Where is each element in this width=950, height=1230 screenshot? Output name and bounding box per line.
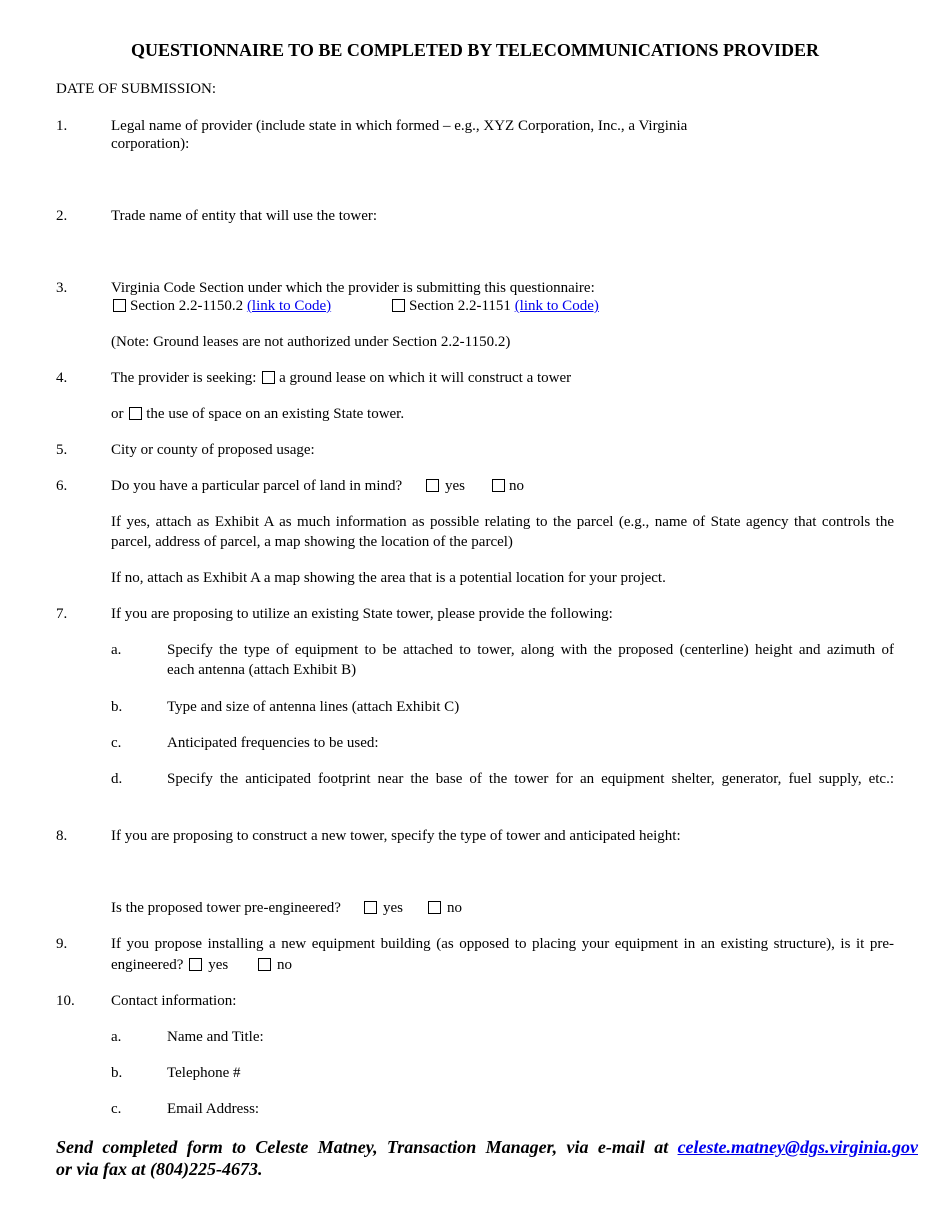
- q10-number: 10.: [56, 993, 75, 1009]
- q4-number: 4.: [56, 370, 68, 386]
- q7-number: 7.: [56, 606, 68, 622]
- q3-option-1151: [390, 296, 599, 316]
- q4-text: The provider is seeking:: [111, 370, 257, 386]
- q8-no-checkbox[interactable]: [428, 901, 441, 914]
- q10-text: Contact information:: [111, 993, 237, 1009]
- q7d-letter: d.: [111, 771, 123, 787]
- q6-number: 6.: [56, 478, 68, 494]
- q7c-letter: c.: [111, 735, 122, 751]
- q4-line2: [111, 404, 404, 424]
- q9-line2: [111, 955, 228, 975]
- q7b-text: Type and size of antenna lines (attach Exhibit C): [167, 699, 460, 715]
- q5-number: 5.: [56, 442, 68, 458]
- q7-text: If you are proposing to utilize an existing State tower, please provide the following:: [111, 606, 613, 622]
- footer-line1-text: Send completed form to Celeste Matney, Transaction Manager, via e-mail at: [56, 1137, 669, 1157]
- q9-yes-label: yes: [208, 957, 229, 973]
- q10c-letter: c.: [111, 1101, 122, 1117]
- q9-line1: If you propose installing a new equipment building (as opposed to placing your equipment in an existing structure), is it pre-: [111, 936, 894, 952]
- q2-number: 2.: [56, 208, 68, 224]
- q3-number: 3.: [56, 280, 68, 296]
- q6-text: Do you have a particular parcel of land in mind?: [111, 478, 403, 494]
- link-to-code-1151[interactable]: (link to Code): [514, 298, 599, 314]
- q6-if-no: If no, attach as Exhibit A a map showing the area that is a potential location for your project.: [111, 570, 666, 586]
- q8-no-option: [426, 898, 462, 918]
- q2-text: Trade name of entity that will use the tower:: [111, 208, 378, 224]
- q4-line1: [111, 368, 571, 388]
- existing-tower-checkbox[interactable]: [129, 407, 142, 420]
- q6-yes-label: yes: [445, 478, 465, 494]
- q9-yes-checkbox[interactable]: [189, 958, 202, 971]
- q7c-text: Anticipated frequencies to be used:: [167, 735, 379, 751]
- q7d-text: Specify the anticipated footprint near the base of the tower for an equipment shelter, generator, fuel supply, etc.:: [167, 771, 894, 787]
- q7b-letter: b.: [111, 699, 123, 715]
- q9-no-option: [256, 955, 292, 975]
- q5-text: City or county of proposed usage:: [111, 442, 315, 458]
- q9-no-label: no: [277, 957, 292, 973]
- email-address-label: Email Address:: [167, 1101, 260, 1117]
- q3-text: Virginia Code Section under which the provider is submitting this questionnaire:: [111, 280, 595, 296]
- q1-number: 1.: [56, 118, 68, 134]
- existing-tower-label: the use of space on an existing State tower.: [146, 406, 405, 422]
- q6-no-label: no: [509, 478, 524, 494]
- q6-no-checkbox[interactable]: [492, 479, 505, 492]
- page-title: QUESTIONNAIRE TO BE COMPLETED BY TELECOMMUNICATIONS PROVIDER: [130, 40, 820, 60]
- q7a-letter: a.: [111, 642, 122, 658]
- q8-text: If you are proposing to construct a new tower, specify the type of tower and anticipated height:: [111, 828, 681, 844]
- footer-line1: [56, 1136, 918, 1158]
- ground-lease-label: a ground lease on which it will construct a tower: [279, 370, 572, 386]
- q6-yes-checkbox[interactable]: [426, 479, 439, 492]
- link-to-code-1150-2[interactable]: (link to Code): [246, 298, 332, 314]
- q7a-line1: Specify the type of equipment to be attached to tower, along with the proposed (centerline) height and azimuth of: [167, 642, 894, 658]
- footer-instructions: [56, 1136, 918, 1180]
- q9-no-checkbox[interactable]: [258, 958, 271, 971]
- footer-line2: or via fax at (804)225-4673.: [56, 1159, 263, 1179]
- name-and-title-label: Name and Title:: [167, 1029, 264, 1045]
- q10b-letter: b.: [111, 1065, 123, 1081]
- q10a-letter: a.: [111, 1029, 122, 1045]
- date-of-submission-label: DATE OF SUBMISSION:: [56, 81, 217, 97]
- q9-number: 9.: [56, 936, 68, 952]
- q8-sub-text: Is the proposed tower pre-engineered?: [111, 900, 341, 916]
- q6-yes-option: [424, 476, 465, 496]
- section-2-2-1151-label: Section 2.2-1151: [409, 298, 511, 314]
- q6-if-yes-line2: parcel, address of parcel, a map showing the location of the parcel): [111, 534, 513, 550]
- q8-yes-label: yes: [383, 900, 403, 916]
- q6-no-option: [490, 476, 524, 496]
- section-2-2-1151-checkbox[interactable]: [392, 299, 405, 312]
- q8-number: 8.: [56, 828, 68, 844]
- q9-line2-text: engineered?: [111, 957, 184, 973]
- q1-text-line2: corporation):: [111, 136, 190, 152]
- q7a-line2: each antenna (attach Exhibit B): [167, 662, 357, 678]
- ground-lease-checkbox[interactable]: [262, 371, 275, 384]
- footer-email-link[interactable]: celeste.matney@dgs.virginia.gov: [677, 1137, 918, 1157]
- q4-or: or: [111, 406, 124, 422]
- q3-note: (Note: Ground leases are not authorized under Section 2.2-1150.2): [111, 334, 511, 350]
- q1-text-line1: Legal name of provider (include state in which formed – e.g., XYZ Corporation, Inc., a Virginia: [111, 118, 688, 134]
- q3-option-1150-2: [111, 296, 331, 316]
- q6-if-yes-line1: If yes, attach as Exhibit A as much information as possible relating to the parcel (e.g., name of State agency that controls the: [111, 514, 894, 530]
- q8-yes-option: [362, 898, 403, 918]
- q8-no-label: no: [447, 900, 462, 916]
- section-2-2-1150-2-checkbox[interactable]: [113, 299, 126, 312]
- section-2-2-1150-2-label: Section 2.2-1150.2: [130, 298, 244, 314]
- telephone-label: Telephone #: [167, 1065, 241, 1081]
- q8-yes-checkbox[interactable]: [364, 901, 377, 914]
